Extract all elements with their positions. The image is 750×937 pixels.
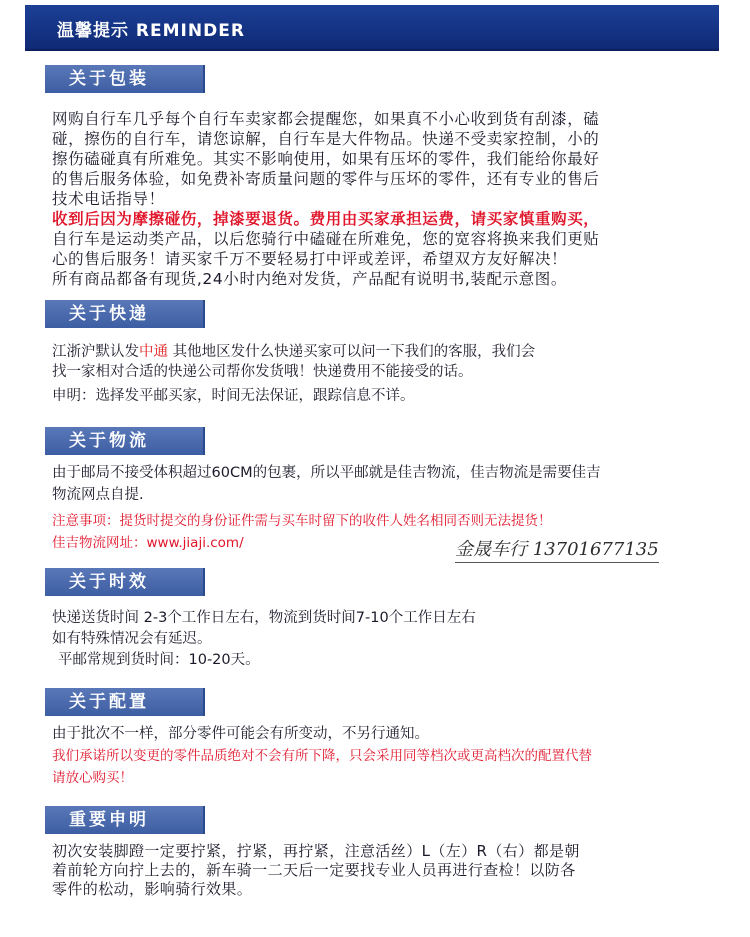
express-text xyxy=(52,342,702,406)
timing-text xyxy=(52,608,702,671)
packaging-line-8: 所有商品都备有现货,24小时内绝对发货，产品配有说明书,装配示意图。 xyxy=(52,270,567,288)
config-line-1: 由于批次不一样，部分零件可能会有所变动，不另行通知。 xyxy=(52,726,429,742)
express-statement: 申明：选择发平邮买家，时间无法保证，跟踪信息不详。 xyxy=(52,388,415,404)
logistics-website: 佳吉物流网址：www.jiaji.com/ xyxy=(52,535,244,551)
config-text xyxy=(52,723,702,789)
section-title-logistics: 关于物流 xyxy=(45,427,205,455)
important-text xyxy=(52,842,702,899)
packaging-line-6: 自行车是运动类产品，以后您骑行中磕碰在所难免，您的宽容将换来我们更贴 xyxy=(52,230,600,248)
config-promise-2: 请放心购买！ xyxy=(52,770,133,786)
packaging-line-7: 心的售后服务！请买家千万不要轻易打中评或差评，希望双方友好解决！ xyxy=(52,250,568,268)
store-signature: 金晟车行 13701677135 xyxy=(455,535,659,563)
important-line-3: 零件的松动，影响骑行效果。 xyxy=(52,880,253,898)
important-line-1: 初次安装脚蹬一定要拧紧，拧紧，再拧紧，注意活丝）L（左）R（右）都是朝 xyxy=(52,842,580,860)
packaging-line-5: 技术电话指导！ xyxy=(52,190,165,208)
reminder-header xyxy=(25,5,719,51)
express-carrier-highlight: 中通 xyxy=(139,344,168,360)
section-title-important: 重要申明 xyxy=(45,806,205,834)
config-promise-1: 我们承诺所以变更的零件品质绝对不会有所下降，只会采用同等档次或更高档次的配置代替 xyxy=(52,748,592,764)
timing-line-2: 如有特殊情况会有延迟。 xyxy=(52,631,212,647)
logistics-notice: 注意事项：提货时提交的身份证件需与买车时留下的收件人姓名相同否则无法提货！ xyxy=(52,513,552,529)
packaging-line-1: 网购自行车几乎每个自行车卖家都会提醒您，如果真不小心收到货有刮漆，磕 xyxy=(52,110,600,128)
packaging-line-2: 碰，擦伤的自行车，请您谅解，自行车是大件物品。快递不受卖家控制，小的 xyxy=(52,130,600,148)
section-title-config: 关于配置 xyxy=(45,688,205,716)
logistics-line-2: 物流网点自提. xyxy=(52,487,144,503)
important-line-2: 着前轮方向拧上去的，新车骑一二天后一定要找专业人员再进行查检！以防各 xyxy=(52,861,576,879)
packaging-warning: 收到后因为摩擦碰伤，掉漆要退货。费用由买家承担运费，请买家慎重购买， xyxy=(52,210,600,228)
logistics-line-1: 由于邮局不接受体积超过60CM的包裹，所以平邮就是佳吉物流，佳吉物流是需要佳吉 xyxy=(52,465,601,481)
packaging-line-4: 的售后服务体验，如免费补寄质量问题的零件与压坏的零件，还有专业的售后 xyxy=(52,170,600,188)
header-title: 温馨提示 REMINDER xyxy=(57,21,245,41)
express-line-1-post: 其他地区发什么快递买家可以问一下我们的客服，我们会 xyxy=(168,344,536,360)
section-title-packaging: 关于包装 xyxy=(45,65,205,93)
express-line-1 xyxy=(52,342,702,362)
packaging-text xyxy=(52,109,702,289)
timing-line-1: 快递送货时间 2-3个工作日左右，物流到货时间7-10个工作日左右 xyxy=(52,610,476,626)
express-line-1-pre: 江浙沪默认发 xyxy=(52,344,139,360)
express-line-2: 找一家相对合适的快递公司帮你发货哦！快递费用不能接受的话。 xyxy=(52,364,473,380)
section-title-express: 关于快递 xyxy=(45,300,205,328)
timing-line-3: 平邮常规到货时间：10-20天。 xyxy=(58,652,260,668)
packaging-line-3: 擦伤磕碰真有所难免。其实不影响使用，如果有压坏的零件，我们能给你最好 xyxy=(52,150,600,168)
section-title-timing: 关于时效 xyxy=(45,568,205,596)
